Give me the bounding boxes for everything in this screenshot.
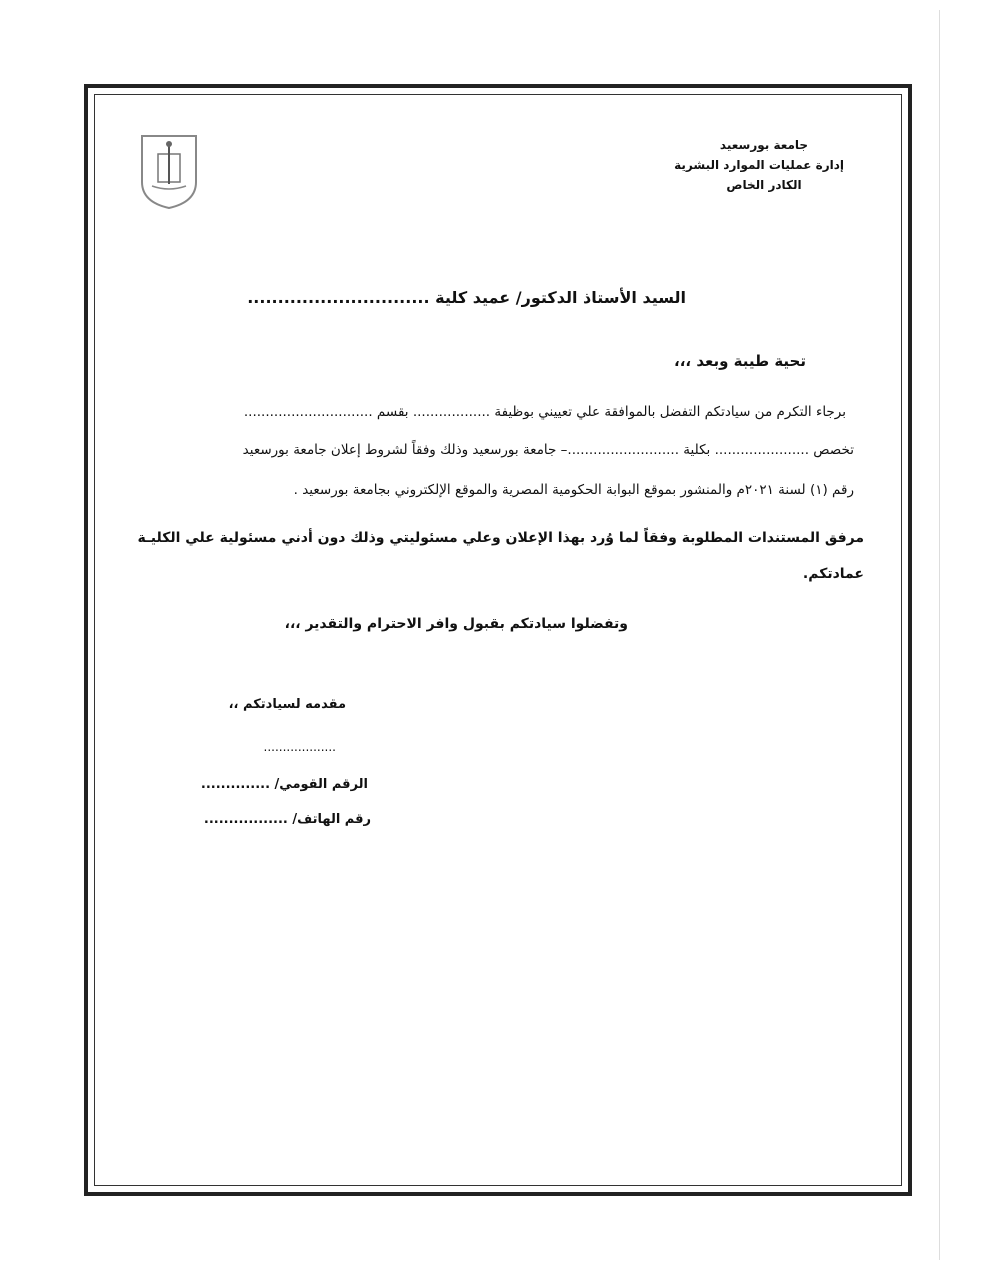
note-line-1: مرفق المستندات المطلوبة وفقاً لما وُرد بهذا الإعلان وعلي مسئوليتي وذلك دون أدني مسئولية علي الكليـة xyxy=(137,530,864,546)
body-line-1: برجاء التكرم من سيادتكم التفضل بالموافقة علي تعييني بوظيفة .................. بقسم .............................. xyxy=(243,404,846,420)
closing: وتفضلوا سيادتكم بقبول وافر الاحترام والتقدير ،،، xyxy=(284,616,628,632)
national-id: الرقم القومي/ .............. xyxy=(200,777,368,792)
name-line: ................... xyxy=(263,740,336,754)
page-border-inner xyxy=(94,94,902,1186)
university-logo xyxy=(138,132,200,210)
header-section: الكادر الخاص xyxy=(726,178,802,192)
header-department: إدارة عمليات الموارد البشرية xyxy=(674,158,844,172)
phone-number: رقم الهاتف/ ................. xyxy=(203,812,371,827)
scan-edge xyxy=(939,10,940,1260)
greeting: تحية طيبة وبعد ،،، xyxy=(674,352,806,370)
body-line-2: تخصص ...................... بكلية ..........................– جامعة بورسعيد وذلك وفقاً لشروط إعلان جامعة بورسعيد xyxy=(242,442,854,458)
body-line-3: رقم (١) لسنة ٢٠٢١م والمنشور بموقع البوابة الحكومية المصرية والموقع الإلكتروني بجامعة بورسعيد . xyxy=(293,482,854,498)
submitted-by: مقدمه لسيادتكم ،، xyxy=(228,697,346,712)
header-university: جامعة بورسعيد xyxy=(719,138,809,152)
addressee: السيد الأستاذ الدكتور/ عميد كلية .............................. xyxy=(247,288,686,307)
note-line-2: عمادتكم. xyxy=(802,566,864,582)
